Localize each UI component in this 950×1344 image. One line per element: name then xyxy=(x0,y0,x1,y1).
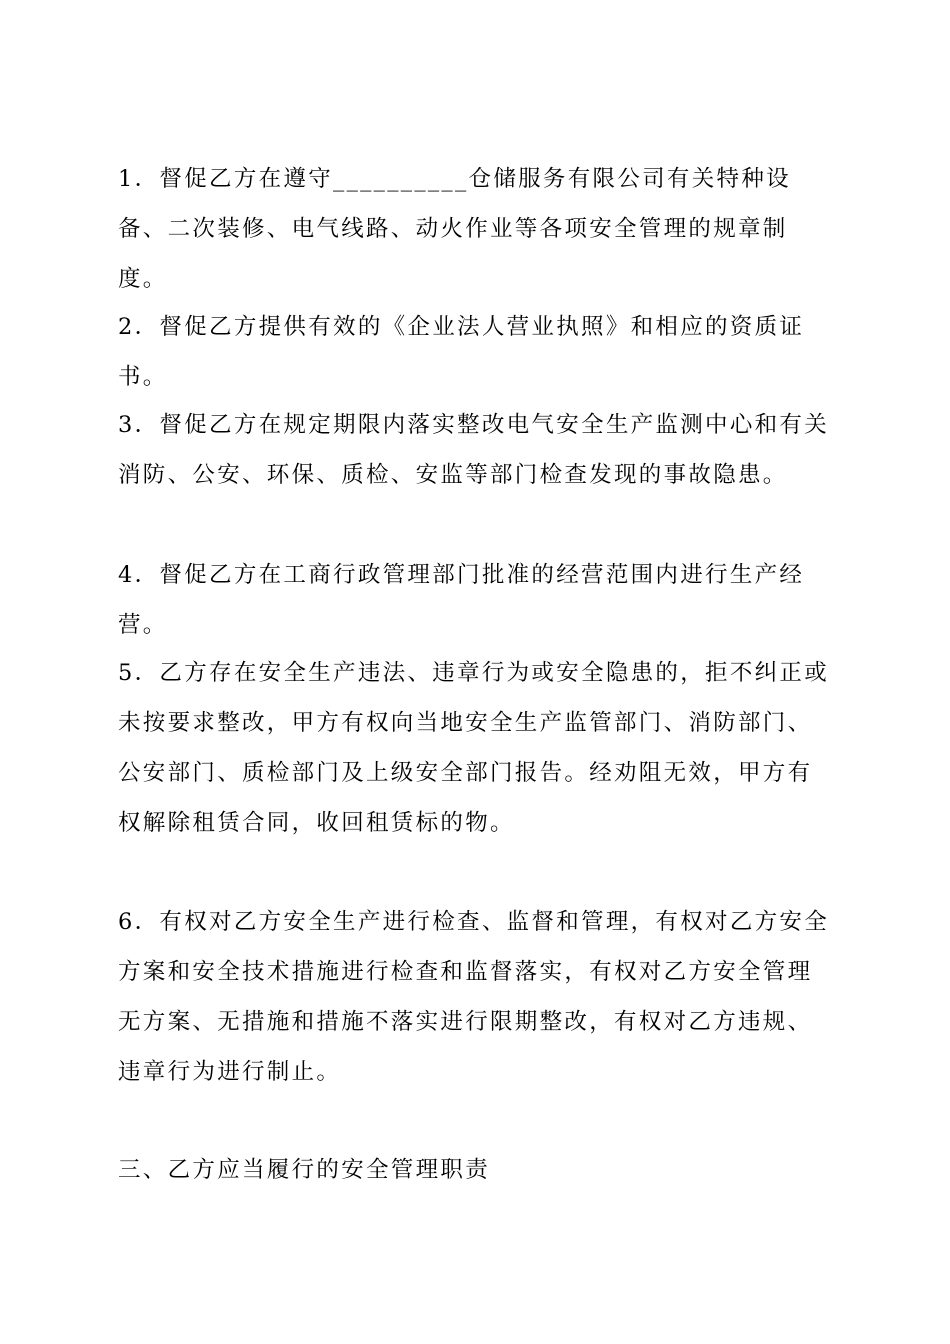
clause-5: 5．乙方存在安全生产违法、违章行为或安全隐患的，拒不纠正或未按要求整改，甲方有权向当地安全生产监管部门、消防部门、公安部门、质检部门及上级安全部门报告。经劝阻无效，甲方有权解除租赁合同，收回租赁标的物。 xyxy=(118,660,830,836)
clause-3: 3．督促乙方在规定期限内落实整改电气安全生产监测中心和有关消防、公安、环保、质检、安监等部门检查发现的事故隐患。 xyxy=(118,412,830,488)
clause-2: 2．督促乙方提供有效的《企业法人营业执照》和相应的资质证书。 xyxy=(118,314,805,390)
section-heading-3: 三、乙方应当履行的安全管理职责 xyxy=(118,1157,491,1183)
clause-6: 6．有权对乙方安全生产进行检查、监督和管理，有权对乙方安全方案和安全技术措施进行检查和监督落实，有权对乙方安全管理无方案、无措施和措施不落实进行限期整改，有权对乙方违规、违章行为进行制止。 xyxy=(118,909,830,1085)
clause-1: 1．督促乙方在遵守__________仓储服务有限公司有关特种设备、二次装修、电气线路、动火作业等各项安全管理的规章制度。 xyxy=(118,166,791,292)
clause-4: 4．督促乙方在工商行政管理部门批准的经营范围内进行生产经营。 xyxy=(118,562,805,638)
